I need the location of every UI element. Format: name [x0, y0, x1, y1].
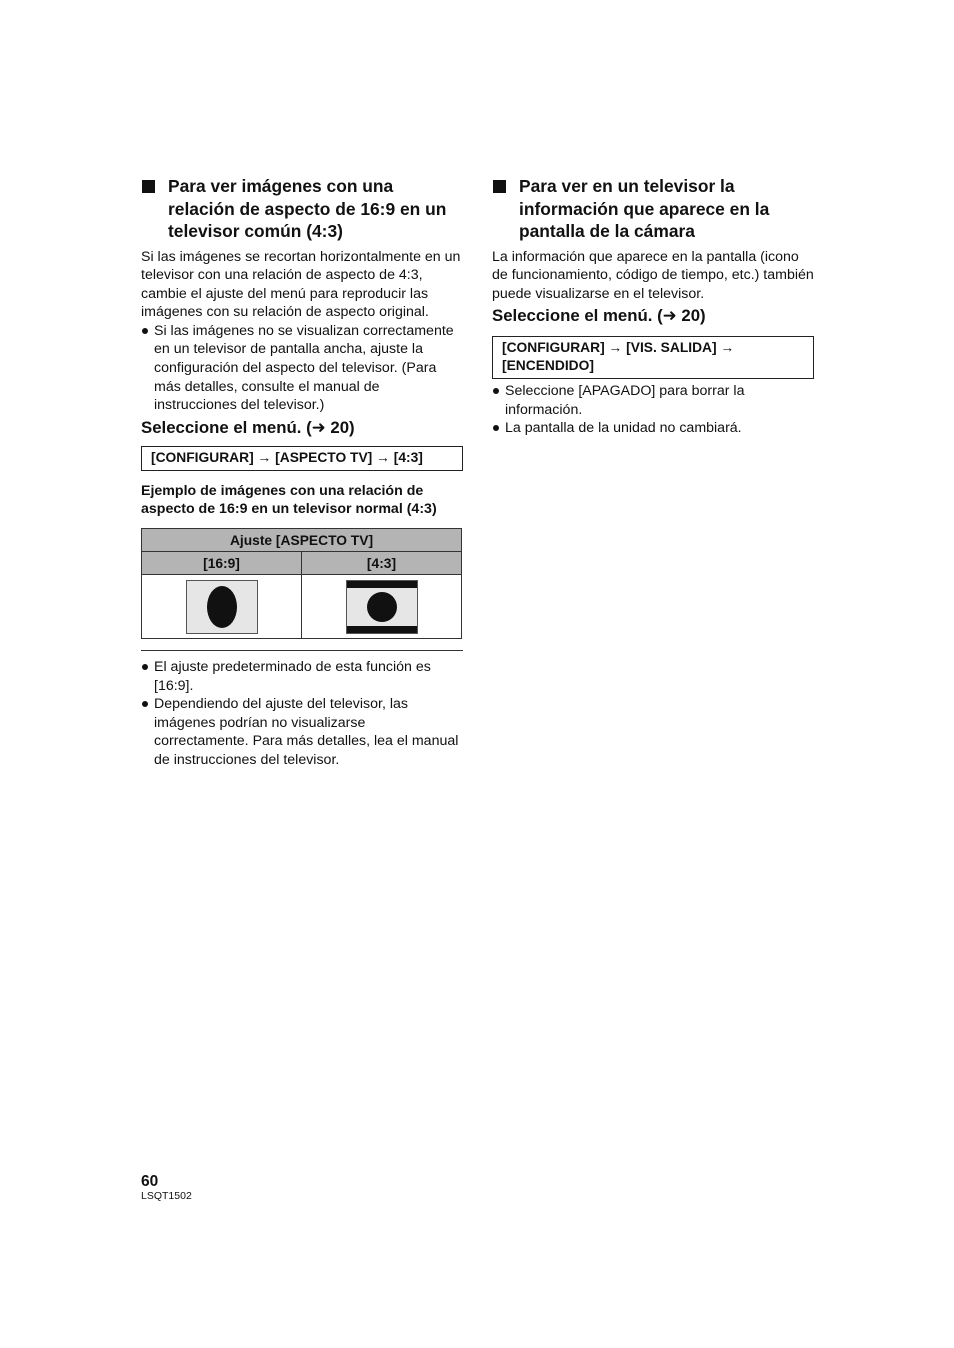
image-cell-4-3: [302, 575, 462, 639]
tv-screen-stretched-icon: [186, 580, 258, 634]
section-heading-aspect: [141, 175, 463, 243]
list-item-text: Si las imágenes no se visualizan correctamente en un televisor de pantalla ancha, ajuste la configuración del aspecto del televisor. (Para más detalles, consulte el manual de instrucciones del televisor.): [154, 322, 454, 414]
bullet-list: [492, 382, 814, 438]
bullet-dot-icon: [142, 328, 148, 334]
left-column: [141, 175, 463, 770]
list-item: [141, 658, 463, 695]
column-header-4-3: [4:3]: [302, 552, 462, 575]
bullet-dot-icon: [142, 701, 148, 707]
list-item: [492, 419, 814, 438]
column-header-16-9: [16:9]: [142, 552, 302, 575]
list-item: [141, 322, 463, 415]
menu-path-box: [CONFIGURAR] → [ASPECTO TV] → [4:3]: [141, 446, 463, 471]
image-cell-16-9: [142, 575, 302, 639]
letterbox-top-bar: [347, 581, 417, 588]
page-number: 60: [141, 1173, 159, 1190]
square-bullet-icon: [493, 180, 506, 193]
select-menu-heading: Seleccione el menú. (➜ 20): [492, 306, 706, 326]
notes-list: [141, 658, 463, 770]
list-item-text: Seleccione [APAGADO] para borrar la información.: [505, 383, 745, 418]
section-heading-text: Para ver imágenes con una relación de aspecto de 16:9 en un televisor común (4:3): [168, 176, 447, 241]
bullet-list: [141, 322, 463, 415]
select-menu-heading: Seleccione el menú. (➜ 20): [141, 417, 355, 437]
letterbox-bottom-bar: [347, 626, 417, 633]
intro-paragraph: Si las imágenes se recortan horizontalmente en un televisor con una relación de aspecto de 4:3, cambie el ajuste del menú para reproducir las imágenes con su relación de aspecto original.: [141, 248, 461, 321]
stretched-oval-icon: [207, 586, 237, 628]
document-id: LSQT1502: [141, 1190, 192, 1202]
list-item-text: El ajuste predeterminado de esta función es [16:9].: [154, 659, 431, 694]
aspect-table-header: Ajuste [ASPECTO TV]: [142, 529, 462, 552]
aspect-table: [141, 528, 462, 639]
section-heading-text: Para ver en un televisor la información que aparece en la pantalla de la cámara: [519, 176, 770, 241]
list-item: [492, 382, 814, 419]
divider: [141, 650, 463, 651]
section-heading-tv-info: [492, 175, 814, 243]
menu-path-box: [CONFIGURAR] → [VIS. SALIDA] → [ENCENDIDO]: [492, 336, 814, 379]
example-title: Ejemplo de imágenes con una relación de aspecto de 16:9 en un televisor normal (4:3): [141, 482, 437, 518]
bullet-dot-icon: [493, 388, 499, 394]
list-item-text: La pantalla de la unidad no cambiará.: [505, 420, 742, 437]
circle-icon: [367, 592, 397, 622]
intro-paragraph: La información que aparece en la pantalla (icono de funcionamiento, código de tiempo, etc.) también puede visualizarse en el televisor.: [492, 248, 814, 302]
bullet-dot-icon: [493, 425, 499, 431]
list-item-text: Dependiendo del ajuste del televisor, las imágenes podrían no visualizarse correctamente. Para más detalles, lea el manual de instrucciones del televisor.: [154, 696, 459, 768]
page-footer: [141, 1173, 192, 1203]
bullet-dot-icon: [142, 664, 148, 670]
square-bullet-icon: [142, 180, 155, 193]
right-column: [492, 175, 814, 438]
tv-screen-letterbox-icon: [346, 580, 418, 634]
list-item: [141, 695, 463, 769]
